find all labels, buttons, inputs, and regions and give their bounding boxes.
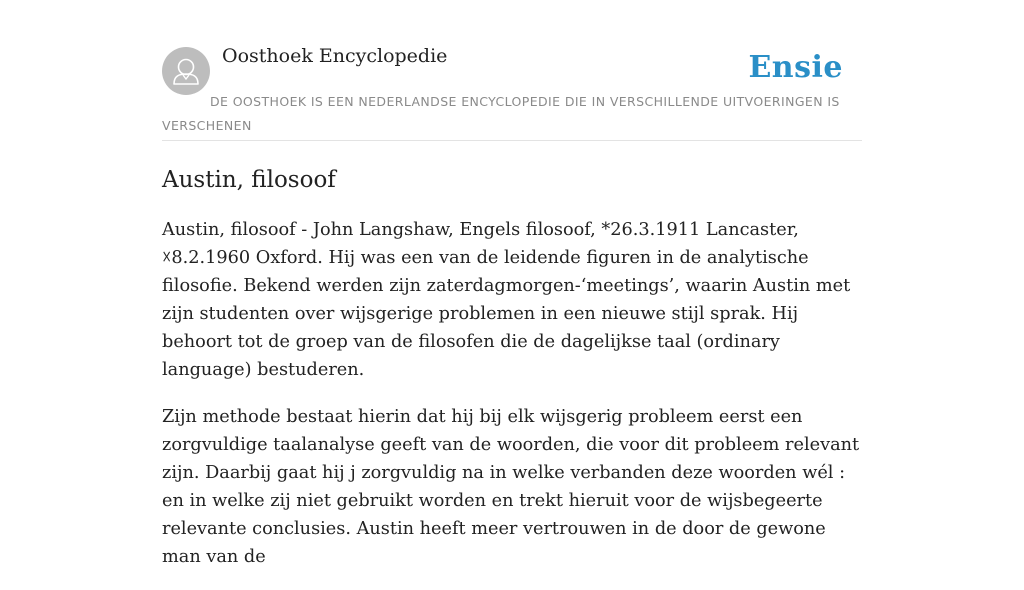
article-paragraph: Zijn methode bestaat hierin dat hij bij elk wijsgerig probleem eerst een zorgvuldige taalanalyse geeft van de woorden, die voor dit probleem relevant zijn. Daarbij gaat hij j zorgvuldig na in welke verbanden deze woorden wél : en in welke zij niet gebruikt worden en trekt hieruit voor de wijsbegeerte relevante conclusies. Austin heeft meer vertrouwen in de door de gewone man van de: [162, 407, 860, 567]
content-column: [162, 0, 862, 590]
article-body: [162, 216, 862, 571]
article-title: Austin, filosoof: [162, 167, 336, 193]
article-paragraph: Austin, filosoof - John Langshaw, Engels filosoof, *26.3.1911 Lancaster, ☓8.2.1960 Oxford. Hij was een van de leidende figuren in de analytische filosofie. Bekend werden zijn zaterdagmorgen-‘meetings’, waarin Austin met zijn studenten over wijsgerige problemen in een nieuwe stijl sprak. Hij behoort tot de groep van de filosofen die de dagelijkse taal (ordinary language) bestuderen.: [162, 220, 851, 380]
source-header: [162, 0, 862, 141]
user-silhouette-icon[interactable]: [162, 47, 210, 95]
source-name-link[interactable]: Oosthoek Encyclopedie: [222, 45, 448, 67]
ensie-logo[interactable]: Ensie: [748, 50, 843, 85]
source-description: DE OOSTHOEK IS EEN NEDERLANDSE ENCYCLOPEDIE DIE IN VERSCHILLENDE UITVOERINGEN IS VERSCHENEN: [162, 94, 840, 133]
